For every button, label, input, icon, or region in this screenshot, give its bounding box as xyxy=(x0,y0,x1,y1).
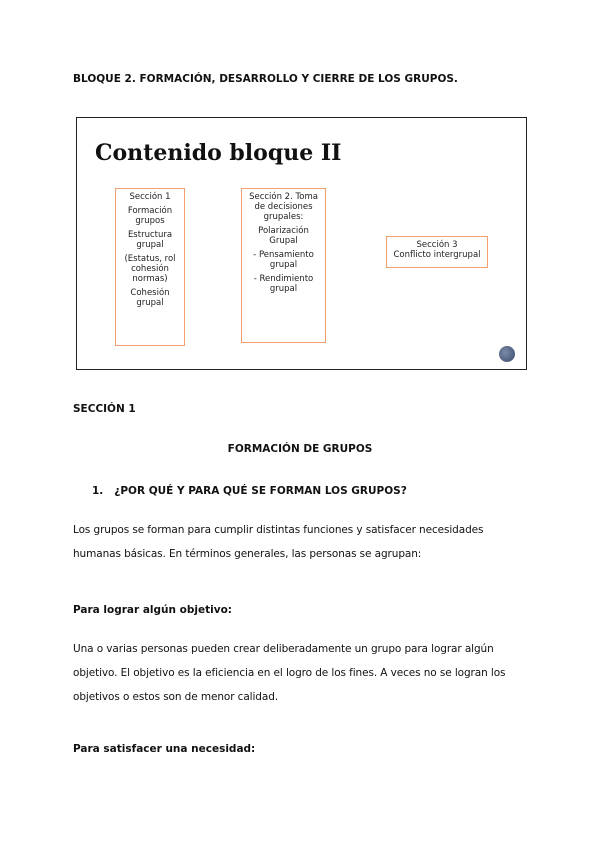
block-title: BLOQUE 2. FORMACIÓN, DESARROLLO Y CIERRE DE LOS GRUPOS. xyxy=(73,73,458,85)
subheading: Para lograr algún objetivo: xyxy=(73,604,232,616)
box-line: Cohesión grupal xyxy=(130,288,170,308)
box-line: Conflicto intergrupal xyxy=(393,250,481,260)
slide-title: Contenido bloque II xyxy=(95,140,342,166)
box-line: - Rendimiento grupal xyxy=(253,274,314,294)
section2-box xyxy=(241,188,326,343)
box-line: Sección 1 xyxy=(129,192,171,202)
subheading: Para satisfacer una necesidad: xyxy=(73,743,256,755)
question-heading: 1. ¿POR QUÉ Y PARA QUÉ SE FORMAN LOS GRUPOS? xyxy=(92,485,407,497)
slide-logo-icon xyxy=(499,346,515,362)
box-line: Sección 3 xyxy=(416,240,458,250)
paragraph: Una o varias personas pueden crear deliberadamente un grupo para lograr algún objetivo. El objetivo es la eficiencia en el logro de los fines. A veces no se logran los objetivos o estos son de menor calidad. xyxy=(73,643,506,703)
section-title: FORMACIÓN DE GRUPOS xyxy=(227,443,373,455)
box-line: - Pensamiento grupal xyxy=(253,250,314,270)
section-label: SECCIÓN 1 xyxy=(73,403,136,415)
box-line: Sección 2. Toma de decisiones grupales: xyxy=(249,192,318,222)
section1-box xyxy=(115,188,185,346)
slide-image xyxy=(76,117,527,370)
box-line: Estructura grupal xyxy=(127,230,173,250)
box-line: (Estatus, rol cohesión normas) xyxy=(124,254,176,284)
paragraph: Los grupos se forman para cumplir distintas funciones y satisfacer necesidades humanas básicas. En términos generales, las personas se agrupan: xyxy=(73,524,484,560)
box-line: Formación grupos xyxy=(127,206,173,226)
section3-box xyxy=(386,236,488,268)
box-line: Polarización Grupal xyxy=(258,226,309,246)
